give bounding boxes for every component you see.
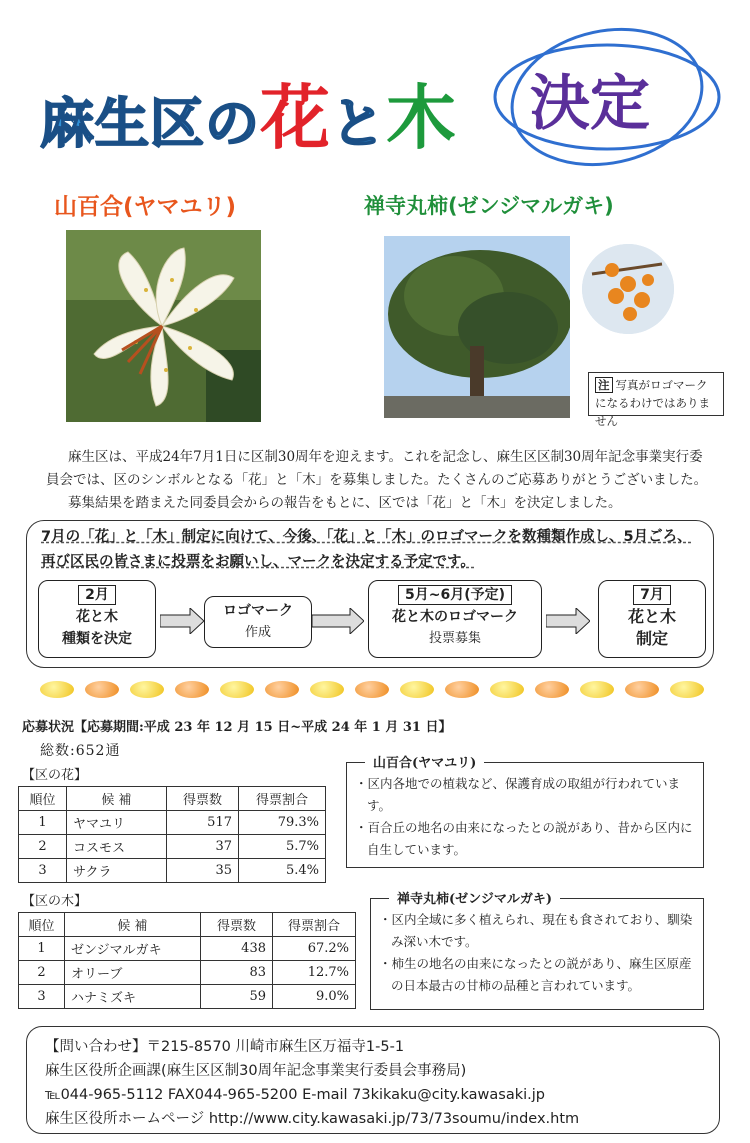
plan-text-content: 7月の「花」と「木」制定に向けて、今後、「花」と「木」のロゴマークを数種類作成し、5月ごろ、再び区民の皆さまに投票をお願いし、マークを決定する予定です。 — [41, 529, 692, 570]
table-row — [19, 835, 326, 859]
note-mark: 注 — [595, 377, 613, 393]
lily-photo — [66, 230, 261, 422]
step-line1: 花と木 — [76, 609, 118, 625]
title-main: 麻生区の — [40, 92, 260, 155]
flower-info-title: 山百合(ヤマユリ) — [365, 753, 484, 775]
results-heading: 応募状況【応募期間:平成 23 年 12 月 15 日~平成 24 年 1 月 31 日】 — [22, 720, 452, 735]
name-cell: ゼンジマルガキ — [65, 937, 201, 961]
dot-icon — [40, 681, 74, 698]
column-header: 得票割合 — [273, 913, 356, 937]
title-flower: 花 — [260, 77, 331, 159]
name-cell: ヤマユリ — [67, 811, 167, 835]
flower-table-caption: 【区の花】 — [22, 768, 88, 783]
info-item: ・百合丘の地名の由来になったとの説があり、昔から区内に自生しています。 — [355, 820, 693, 857]
share-cell: 67.2% — [273, 937, 356, 961]
name-cell: サクラ — [67, 859, 167, 883]
step-february — [38, 580, 156, 658]
table-row — [19, 985, 356, 1009]
votes-cell: 35 — [167, 859, 239, 883]
tree-info-title: 禅寺丸柿(ゼンジマルガキ) — [389, 889, 560, 911]
step-tag: 5月~6月(予定) — [398, 585, 512, 605]
votes-cell: 59 — [201, 985, 273, 1009]
plan-text — [41, 525, 701, 575]
step-tag: 7月 — [633, 585, 671, 605]
dot-icon — [175, 681, 209, 698]
title-tree: 木 — [386, 77, 457, 159]
dot-icon — [130, 681, 164, 698]
persimmon-tree-photo — [384, 236, 570, 418]
dot-icon — [580, 681, 614, 698]
column-header: 候 補 — [65, 913, 201, 937]
step-line2: 投票募集 — [428, 631, 481, 646]
info-item: ・区内各地での植栽など、保護育成の取組が行われています。 — [355, 776, 681, 813]
dot-icon — [400, 681, 434, 698]
dot-icon — [310, 681, 344, 698]
contact-line-homepage: 麻生区役所ホームページ http://www.city.kawasaki.jp/73/73soumu/index.htm — [45, 1111, 580, 1127]
name-cell: ハナミズキ — [65, 985, 201, 1009]
column-header: 得票割合 — [239, 787, 326, 811]
column-header: 順位 — [19, 913, 65, 937]
rank-cell: 1 — [19, 937, 65, 961]
column-header: 得票数 — [201, 913, 273, 937]
contact-line-office: 麻生区役所企画課(麻生区区制30周年記念事業実行委員会事務局) — [45, 1063, 467, 1079]
name-cell: オリーブ — [65, 961, 201, 985]
votes-cell: 438 — [201, 937, 273, 961]
dot-icon — [670, 681, 704, 698]
info-item-text: 区内全域に多く植えられ、現在も食されており、馴染み深い木です。 — [391, 912, 693, 949]
column-header: 順位 — [19, 787, 67, 811]
votes-cell: 517 — [167, 811, 239, 835]
rank-cell: 2 — [19, 835, 67, 859]
contact-line-phone: ℡044-965-5112 FAX044-965-5200 E-mail 73kikaku@city.kawasaki.jp — [45, 1087, 545, 1103]
tree-info-box — [370, 892, 704, 1010]
flower-results-table — [18, 786, 326, 883]
table-row — [19, 859, 326, 883]
flower-info-box — [346, 756, 704, 868]
intro-paragraph-2: 募集結果を踏まえた同委員会からの報告をもとに、区では「花」と「木」を決定しました。 — [68, 495, 622, 511]
dot-icon — [85, 681, 119, 698]
persimmon-fruit-photo — [582, 244, 674, 334]
dot-icon — [265, 681, 299, 698]
info-item-text: 区内各地での植栽など、保護育成の取組が行われています。 — [367, 776, 681, 813]
dot-icon — [355, 681, 389, 698]
column-header: 候 補 — [67, 787, 167, 811]
step-logo-creation — [204, 596, 312, 648]
note-text: 写真がロゴマークになるわけではありません — [595, 378, 710, 428]
dot-icon — [625, 681, 659, 698]
info-item-text: 柿生の地名の由来になったとの説があり、麻生区原産の日本最古の甘柿の品種と言われています。 — [391, 956, 692, 993]
table-row — [19, 937, 356, 961]
column-header: 得票数 — [167, 787, 239, 811]
info-item: ・柿生の地名の由来になったとの説があり、麻生区原産の日本最古の甘柿の品種と言われています。 — [379, 956, 692, 993]
share-cell: 5.7% — [239, 835, 326, 859]
photo-note — [588, 372, 724, 428]
step-line2: 制定 — [635, 629, 668, 648]
dot-icon — [535, 681, 569, 698]
arrow-icon — [312, 608, 364, 634]
name-cell: コスモス — [67, 835, 167, 859]
share-cell: 12.7% — [273, 961, 356, 985]
intro-paragraph-1: 麻生区は、平成24年7月1日に区制30周年を迎えます。これを記念し、麻生区区制30周年記念事業実行委員会では、区のシンボルとなる「花」と「木」を募集しました。たくさんのご応募ありがとうございました。 — [46, 449, 708, 488]
step-july — [598, 580, 706, 658]
step-line1: 花と木 — [627, 607, 676, 626]
table-row — [19, 811, 326, 835]
arrow-icon — [160, 608, 204, 634]
rank-cell: 3 — [19, 985, 65, 1009]
step-voting — [368, 580, 542, 658]
dot-icon — [220, 681, 254, 698]
step-line1: ロゴマーク — [223, 603, 293, 619]
share-cell: 9.0% — [273, 985, 356, 1009]
contact-line-address: 【問い合わせ】〒215-8570 川崎市麻生区万福寺1-5-1 — [45, 1039, 405, 1055]
flower-heading: 山百合(ヤマユリ) — [54, 194, 237, 220]
votes-cell: 83 — [201, 961, 273, 985]
step-line1: 花と木のロゴマーク — [392, 609, 518, 625]
tree-results-table — [18, 912, 356, 1009]
dot-icon — [490, 681, 524, 698]
contact-box — [26, 1026, 720, 1134]
info-item: ・区内全域に多く植えられ、現在も食されており、馴染み深い木です。 — [379, 912, 693, 949]
step-line2: 作成 — [244, 625, 271, 640]
rank-cell: 1 — [19, 811, 67, 835]
title-to: と — [331, 92, 386, 155]
rank-cell: 3 — [19, 859, 67, 883]
results-total: 総数:652通 — [40, 743, 121, 759]
table-header-row — [19, 787, 326, 811]
rank-cell: 2 — [19, 961, 65, 985]
intro-text — [46, 446, 716, 515]
share-cell: 79.3% — [239, 811, 326, 835]
tree-table-caption: 【区の木】 — [22, 894, 88, 909]
page-title — [40, 62, 457, 163]
info-item-text: 百合丘の地名の由来になったとの説があり、昔から区内に自生しています。 — [367, 820, 693, 857]
step-tag: 2月 — [78, 585, 116, 605]
share-cell: 5.4% — [239, 859, 326, 883]
table-header-row — [19, 913, 356, 937]
decided-label: 決定 — [530, 69, 650, 139]
table-row — [19, 961, 356, 985]
arrow-icon — [546, 608, 590, 634]
tree-heading: 禅寺丸柿(ゼンジマルガキ) — [364, 194, 614, 218]
votes-cell: 37 — [167, 835, 239, 859]
dot-icon — [445, 681, 479, 698]
step-line2: 種類を決定 — [62, 631, 132, 647]
